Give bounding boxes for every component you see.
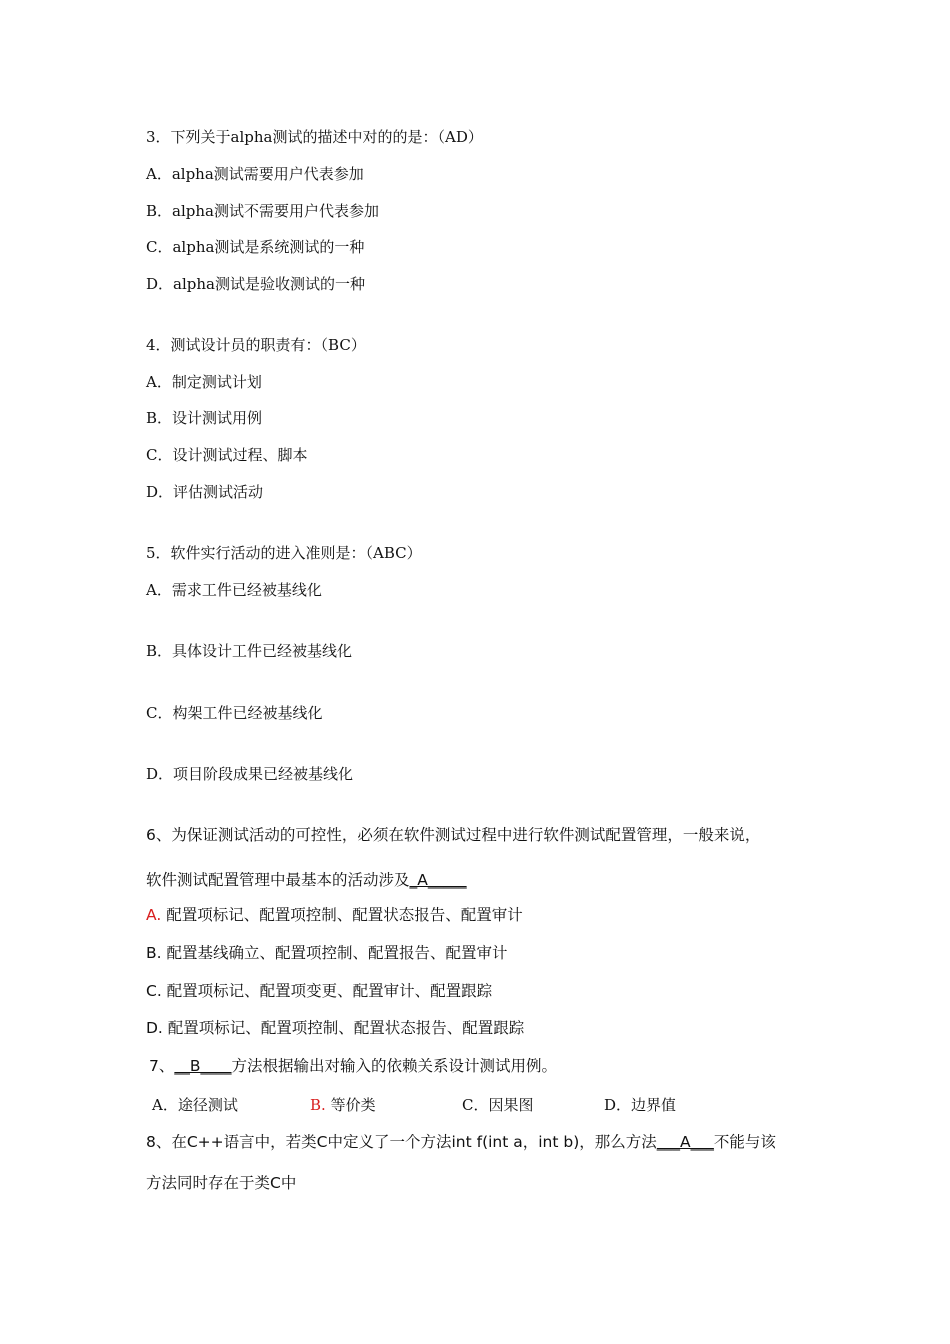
q7-stem-suffix: 方法根据输出对输入的依赖关系设计测试用例。 — [231, 1057, 558, 1075]
q6-option-c: C. 配置项标记、配置项变更、配置审计、配置跟踪 — [146, 982, 493, 1000]
q5-option-c: C．构架工件已经被基线化 — [146, 704, 323, 722]
q4-stem: 4．测试设计员的职责有：（BC） — [146, 336, 366, 354]
q6-option-a-text: 配置项标记、配置项控制、配置状态报告、配置审计 — [166, 906, 523, 924]
q6-option-a-letter: A. — [146, 906, 162, 924]
q7-option-b-text: 等价类 — [330, 1096, 376, 1114]
q7-option-d: D．边界值 — [604, 1096, 677, 1114]
q3-option-b: B．alpha测试不需要用户代表参加 — [146, 202, 379, 220]
q6-option-b: B. 配置基线确立、配置项控制、配置报告、配置审计 — [146, 944, 508, 962]
q7-option-b-letter: B. — [310, 1096, 326, 1114]
q8-stem-line1 — [146, 1132, 776, 1152]
q5-stem: 5．软件实行活动的进入准则是：（ABC） — [146, 544, 422, 562]
q4-option-c: C．设计测试过程、脚本 — [146, 446, 308, 464]
q6-stem-line2 — [146, 870, 467, 890]
q8-stem-line2: 方法同时存在于类C中 — [146, 1174, 297, 1192]
q7-option-b — [310, 1095, 376, 1115]
q3-option-c: C．alpha测试是系统测试的一种 — [146, 238, 365, 256]
q4-option-a: A．制定测试计划 — [146, 373, 262, 391]
q8-stem-prefix: 8、在C++语言中，若类C中定义了一个方法int f(int a，int b)，那么方法 — [146, 1133, 657, 1151]
q6-option-a — [146, 905, 523, 925]
q7-option-c: C．因果图 — [462, 1096, 534, 1114]
q4-option-d: D．评估测试活动 — [146, 483, 264, 501]
q7-answer-blank: __B____ — [174, 1057, 232, 1075]
q8-stem-suffix: 不能与该 — [713, 1133, 776, 1151]
q5-option-d: D．项目阶段成果已经被基线化 — [146, 765, 354, 783]
q8-answer-blank: ___A___ — [656, 1133, 714, 1151]
q7-stem-prefix: 7、 — [149, 1057, 175, 1075]
q5-option-b: B．具体设计工件已经被基线化 — [146, 642, 353, 660]
q3-option-a: A．alpha测试需要用户代表参加 — [146, 165, 364, 183]
q7-option-a: A．途径测试 — [152, 1096, 238, 1114]
q5-option-a: A．需求工件已经被基线化 — [146, 581, 322, 599]
q6-answer-blank: _A_____ — [409, 871, 467, 889]
q3-stem: 3．下列关于alpha测试的描述中对的的是：（AD） — [146, 128, 483, 146]
q6-stem-line1: 6、为保证测试活动的可控性，必须在软件测试过程中进行软件测试配置管理，一般来说， — [146, 826, 761, 844]
q7-stem — [149, 1056, 557, 1076]
q6-stem-prefix: 软件测试配置管理中最基本的活动涉及 — [146, 871, 410, 889]
q4-option-b: B．设计测试用例 — [146, 409, 263, 427]
q6-option-d: D. 配置项标记、配置项控制、配置状态报告、配置跟踪 — [146, 1019, 525, 1037]
q3-option-d: D．alpha测试是验收测试的一种 — [146, 275, 365, 293]
